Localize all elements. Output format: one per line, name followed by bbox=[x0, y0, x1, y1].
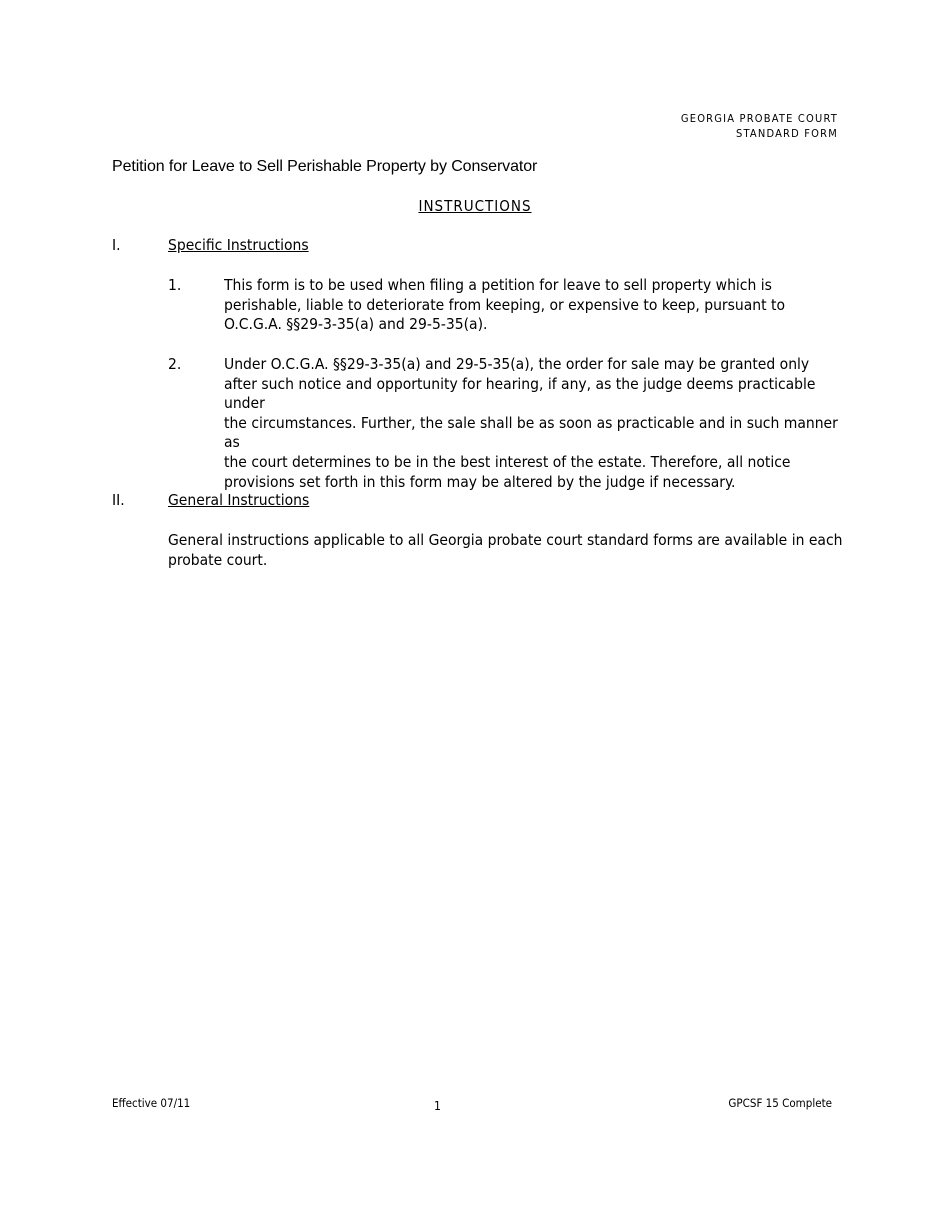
general-instructions-line: General instructions applicable to all Georgia probate court standard forms are available in each bbox=[168, 531, 843, 549]
item-1-text bbox=[224, 276, 844, 335]
item-1-line: This form is to be used when filing a petition for leave to sell property which is bbox=[224, 276, 772, 294]
item-2-number: 2. bbox=[168, 355, 182, 373]
item-1-line: O.C.G.A. §§29-3-35(a) and 29-5-35(a). bbox=[224, 315, 488, 334]
court-header bbox=[681, 111, 838, 141]
instructions-heading bbox=[0, 197, 950, 215]
section-1-numeral: I. bbox=[112, 236, 121, 254]
item-1-number: 1. bbox=[168, 276, 182, 294]
item-1-line: perishable, liable to deteriorate from keeping, or expensive to keep, pursuant to bbox=[224, 295, 786, 314]
section-2-heading: General Instructions bbox=[168, 491, 310, 509]
item-2-line: after such notice and opportunity for hearing, if any, as the judge deems practicable under bbox=[224, 374, 816, 413]
item-2-line: provisions set forth in this form may be altered by the judge if necessary. bbox=[224, 472, 736, 491]
instructions-heading-text: INSTRUCTIONS bbox=[418, 197, 532, 215]
footer-effective-date: Effective 07/11 bbox=[112, 1096, 191, 1110]
general-instructions-line: probate court. bbox=[168, 551, 268, 569]
court-header-line-1: GEORGIA PROBATE COURT bbox=[680, 112, 838, 125]
section-2-numeral: II. bbox=[112, 491, 125, 509]
form-title: Petition for Leave to Sell Perishable Property by Conservator bbox=[112, 158, 538, 175]
footer-form-id: GPCSF 15 Complete bbox=[728, 1096, 832, 1110]
court-header-line-2: STANDARD FORM bbox=[736, 127, 838, 140]
item-2-line: the circumstances. Further, the sale shall be as soon as practicable and in such manner as bbox=[224, 413, 838, 452]
section-1-heading: Specific Instructions bbox=[168, 236, 309, 254]
item-2-text bbox=[224, 355, 844, 492]
item-2-line: Under O.C.G.A. §§29-3-35(a) and 29-5-35(a), the order for sale may be granted only bbox=[224, 355, 810, 373]
item-2-line: the court determines to be in the best interest of the estate. Therefore, all notice bbox=[224, 452, 791, 471]
footer-page-number: 1 bbox=[434, 1099, 441, 1113]
general-instructions-text bbox=[168, 530, 848, 570]
